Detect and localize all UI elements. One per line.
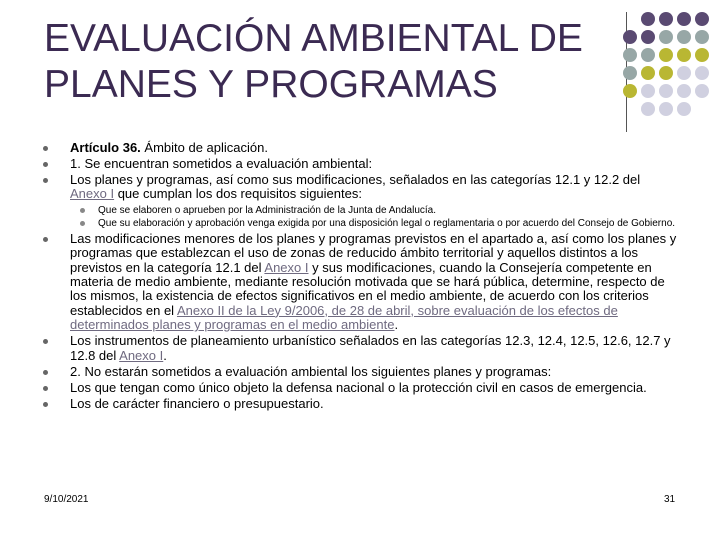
item-text: 2. No estarán sometidos a evaluación ambiental los siguientes planes y programas: <box>70 363 552 379</box>
dot <box>677 30 691 44</box>
title-line-1: EVALUACIÓN AMBIENTAL DE <box>44 17 583 60</box>
dot <box>677 66 691 80</box>
item-text: Las modificaciones menores de los planes y programas previstos en el apartado a, así como los planes y programas que establezcan el uso de zonas de reducido ámbito territorial y aquellos distintos a los previstos en la categoría 12.1 del <box>70 230 677 275</box>
item-text-after: . <box>163 347 167 363</box>
dot <box>695 66 709 80</box>
item-text: Los que tengan como único objeto la defensa nacional o la protección civil en casos de emergencia. <box>70 379 647 395</box>
dot <box>641 84 655 98</box>
dot <box>695 48 709 62</box>
dot <box>623 48 637 62</box>
bullet-icon <box>80 208 85 213</box>
anexo-link[interactable]: Anexo I <box>264 259 309 275</box>
dot <box>695 12 709 26</box>
anexo-link[interactable]: Anexo I <box>70 186 115 202</box>
item-text: Los de carácter financiero o presupuestario. <box>70 395 324 411</box>
slide-number: 31 <box>664 494 676 505</box>
dot <box>641 66 655 80</box>
dot <box>623 30 637 44</box>
dot <box>659 102 673 116</box>
dot <box>659 30 673 44</box>
list-item <box>43 381 678 395</box>
list-item <box>43 141 678 155</box>
item-text-after: que cumplan los dos requisitos siguientes: <box>114 186 362 202</box>
sub-item-text: Que su elaboración y aprobación venga exigida por una disposición legal o reglamentaria o por acuerdo del Consejo de Gobierno. <box>98 217 676 229</box>
bullet-icon <box>43 402 48 407</box>
slide-content <box>43 141 678 413</box>
bullet-icon <box>43 178 48 183</box>
list-item <box>43 232 678 333</box>
dot <box>641 102 655 116</box>
bullet-icon <box>43 237 48 242</box>
sub-list <box>70 205 678 229</box>
item-text: 1. Se encuentran sometidos a evaluación ambiental: <box>70 156 373 171</box>
bullet-icon <box>43 146 48 151</box>
dot <box>641 48 655 62</box>
dot <box>677 102 691 116</box>
item-text-mid: y sus modificaciones, cuando la Consejería competente en materia de medio ambiente, mediante resolución motivada que se hará pública, determine, respecto de los mismos, la existencia de efectos significativos en el medio ambiente, de acuerdo con los criterios establecidos en el <box>70 259 665 318</box>
dot <box>623 84 637 98</box>
sub-item-text: Que se elaboren o aprueben por la Administración de la Junta de Andalucía. <box>98 204 437 216</box>
slide-title <box>44 16 624 108</box>
anexo-link[interactable]: Anexo I <box>119 347 164 363</box>
dot <box>695 84 709 98</box>
sub-list-item <box>70 205 678 216</box>
bullet-icon <box>43 370 48 375</box>
list-item <box>43 173 678 229</box>
footer-date: 9/10/2021 <box>44 494 89 505</box>
bullet-icon <box>80 221 85 226</box>
bullet-icon <box>43 386 48 391</box>
article-number: Artículo 36. <box>70 140 141 155</box>
article-title: Ámbito de aplicación. <box>140 140 268 155</box>
dot <box>623 66 637 80</box>
dot <box>641 12 655 26</box>
item-text: Los planes y programas, así como sus modificaciones, señalados en las categorías 12.1 y 12.2 del <box>70 172 641 187</box>
dot <box>641 30 655 44</box>
ley-link[interactable]: Anexo II de la Ley 9/2006, de 28 de abril, sobre evaluación de los efectos de determinados planes y programas en el medio ambiente <box>70 302 618 333</box>
dot <box>659 84 673 98</box>
item-text: Los instrumentos de planeamiento urbanístico señalados en las categorías 12.3, 12.4, 12.5, 12.6, 12.7 y 12.8 del <box>70 333 671 363</box>
list-item <box>43 397 678 411</box>
bullet-icon <box>43 162 48 167</box>
sub-list-item <box>70 218 678 229</box>
dot <box>659 12 673 26</box>
dot <box>695 30 709 44</box>
bullet-icon <box>43 339 48 344</box>
dot <box>659 66 673 80</box>
dot <box>677 48 691 62</box>
list-item <box>43 157 678 171</box>
list-item <box>43 365 678 379</box>
dot <box>659 48 673 62</box>
item-text-after: . <box>394 317 399 333</box>
dot <box>677 84 691 98</box>
title-line-2: PLANES Y PROGRAMAS <box>44 63 498 106</box>
dot <box>677 12 691 26</box>
list-item <box>43 334 678 363</box>
